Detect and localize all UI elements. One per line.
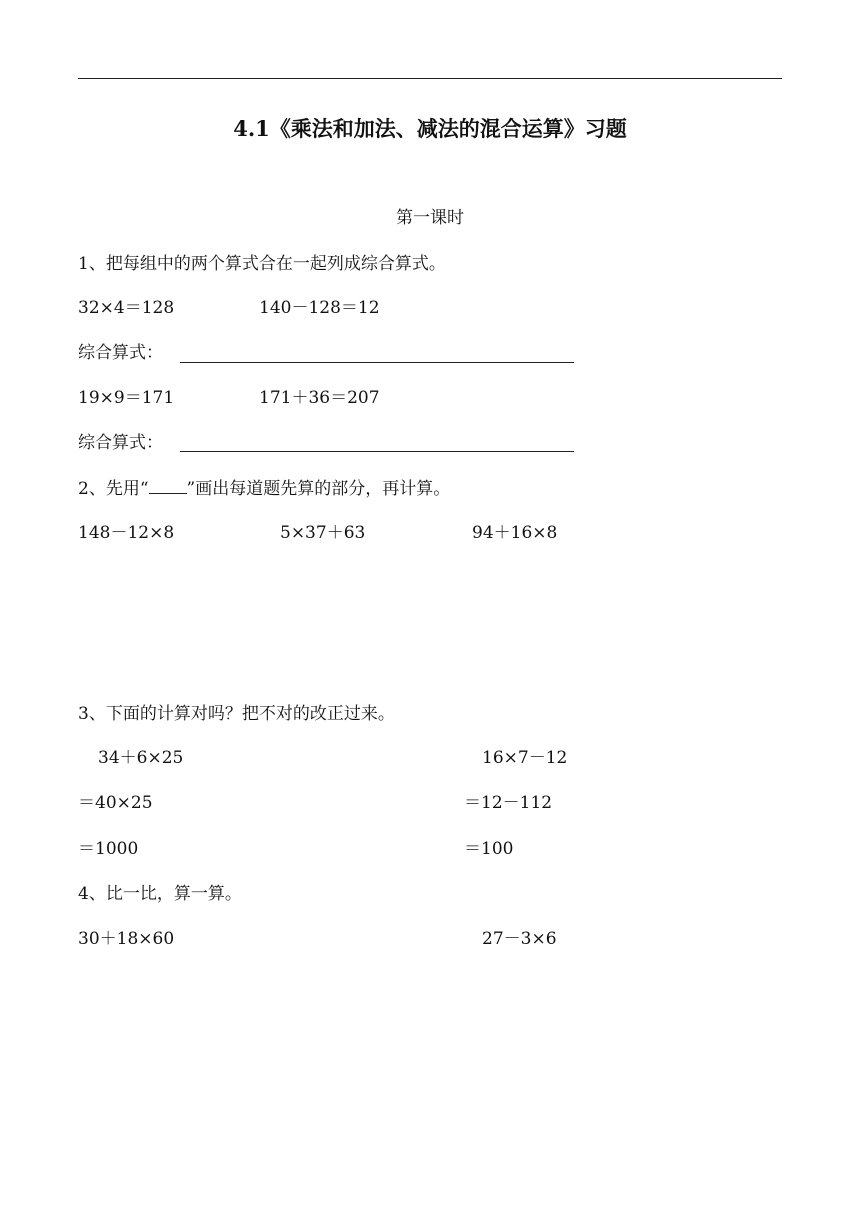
q3-left-line-1: 34＋6×25 [98,748,184,768]
q2-item-1: 148－12×8 [78,523,175,543]
q3-right-line-3: ＝100 [464,839,514,859]
q4-item-2: 27－3×6 [482,929,557,949]
question-4-prompt: 4、比一比，算一算。 [78,884,242,904]
question-3-prompt: 3、下面的计算对吗？把不对的改正过来。 [78,704,395,724]
page-title: 4.1《乘法和加法、减法的混合运算》习题 [233,116,627,141]
q3-left-line-2: ＝40×25 [78,793,153,813]
q3-right-line-1: 16×7－12 [482,748,568,768]
q3-left-line-3: ＝1000 [78,839,139,859]
question-1-prompt: 1、把每组中的两个算式合在一起列成综合算式。 [78,254,446,274]
q2-item-3: 94＋16×8 [472,523,558,543]
q1-group1-answer-label: 综合算式： [78,343,163,363]
q1-group1-answer-line[interactable] [180,362,574,363]
page-subtitle: 第一课时 [396,208,464,228]
q1-group1-right-equation: 140－128＝12 [259,298,380,318]
q1-group2-answer-line[interactable] [180,451,574,452]
q2-prompt-before: 2、先用“ [78,479,149,499]
q1-group2-left-equation: 19×9＝171 [78,388,175,408]
q4-item-1: 30＋18×60 [78,929,175,949]
q1-group2-answer-label: 综合算式： [78,433,163,453]
q2-prompt-after: ”画出每道题先算的部分，再计算。 [186,479,451,499]
q1-group2-right-equation: 171＋36＝207 [259,388,380,408]
q3-right-line-2: ＝12－112 [464,793,553,813]
q2-item-2: 5×37＋63 [280,523,366,543]
underline-sample [149,479,187,494]
header-rule [78,78,782,79]
q1-group1-left-equation: 32×4＝128 [78,298,175,318]
question-2-prompt [78,479,450,499]
